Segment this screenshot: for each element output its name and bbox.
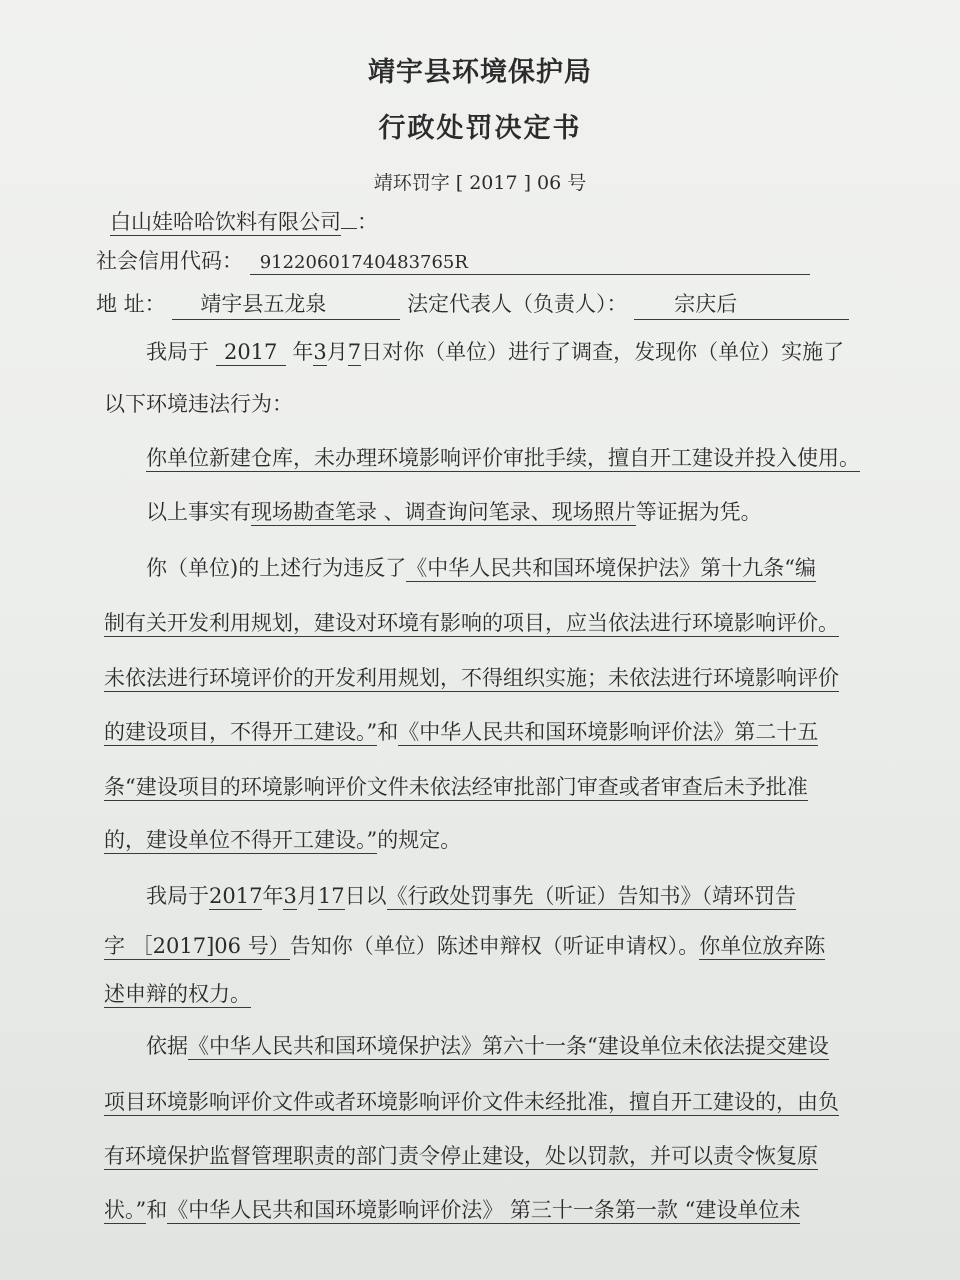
notice-line-3: 述申辩的权力。: [104, 982, 251, 1006]
law-line-5: 条“建设项目的环境影响评价文件未依法经审批部门审查或者审查后未予批准: [104, 775, 808, 799]
credit-code-label: 社会信用代码：: [96, 249, 243, 273]
law-line-3: 未依法进行环境评价的开发利用规划，不得组织实施；未依法进行环境影响评价: [104, 666, 839, 690]
violation-text: 你单位新建仓库，未办理环境影响评价审批手续，擅自开工建设并投入使用。: [146, 446, 860, 470]
investigation-paragraph: 我局于 2017 年3月7日对你（单位）进行了调查，发现你（单位）实施了: [146, 340, 845, 364]
basis-paragraph: 依据《中华人民共和国环境保护法》第六十一条“建设单位未依法提交建设: [146, 1034, 829, 1058]
investigation-month: 3: [313, 340, 327, 364]
representative-label: 法定代表人（负责人）：: [407, 292, 628, 316]
address-line: [96, 288, 849, 320]
company-colon: ：: [357, 210, 378, 234]
investigation-paragraph-cont: 以下环境违法行为：: [104, 392, 293, 416]
document-number: 靖环罚字 [ 2017 ] 06 号: [373, 172, 587, 194]
basis-line-4: 状。”和《中华人民共和国环境影响评价法》 第三十一条第一款 “建设单位未: [104, 1198, 801, 1222]
representative-value: 宗庆后: [634, 288, 849, 320]
basis-line-2: 项目环境影响评价文件或者环境影响评价文件未经批准，擅自开工建设的，由负: [104, 1090, 839, 1114]
address-value: 靖宇县五龙泉: [172, 288, 400, 320]
notice-line-2: 字 ［2017]06 号）告知你（单位）陈述申辩权（听证申请权）。你单位放弃陈: [104, 934, 826, 958]
credit-code-value: 91220601740483765R: [250, 252, 810, 275]
law-line-6: 的，建设单位不得开工建设。”的规定。: [104, 828, 462, 852]
evidence-list: 现场勘查笔录 、调查询问笔录、现场照片: [251, 500, 636, 524]
address-label: 地 址：: [96, 292, 166, 316]
party-company-line: [110, 206, 378, 236]
document-title: 行政处罚决定书: [378, 113, 582, 144]
law-paragraph: 你（单位)的上述行为违反了《中华人民共和国环境保护法》第十九条“编: [146, 556, 816, 580]
notice-paragraph: 我局于2017年3月17日以《行政处罚事先（听证）告知书》（靖环罚告: [146, 884, 797, 908]
credit-code-line: [96, 245, 810, 275]
basis-line-3: 有环境保护监督管理职责的部门责令停止建设，处以罚款，并可以责令恢复原: [104, 1144, 818, 1168]
company-name: 白山娃哈哈饮料有限公司: [110, 210, 341, 234]
agency-title: 靖宇县环境保护局: [368, 57, 592, 88]
law-line-4: 的建设项目，不得开工建设。”和《中华人民共和国环境影响评价法》第二十五: [104, 720, 819, 744]
evidence-paragraph: 以上事实有现场勘查笔录 、调查询问笔录、现场照片等证据为凭。: [146, 500, 762, 524]
law-line-2: 制有关开发利用规划，建设对环境有影响的项目，应当依法进行环境影响评价。: [104, 611, 839, 635]
investigation-year: 2017: [216, 340, 286, 366]
investigation-day: 7: [347, 340, 362, 364]
